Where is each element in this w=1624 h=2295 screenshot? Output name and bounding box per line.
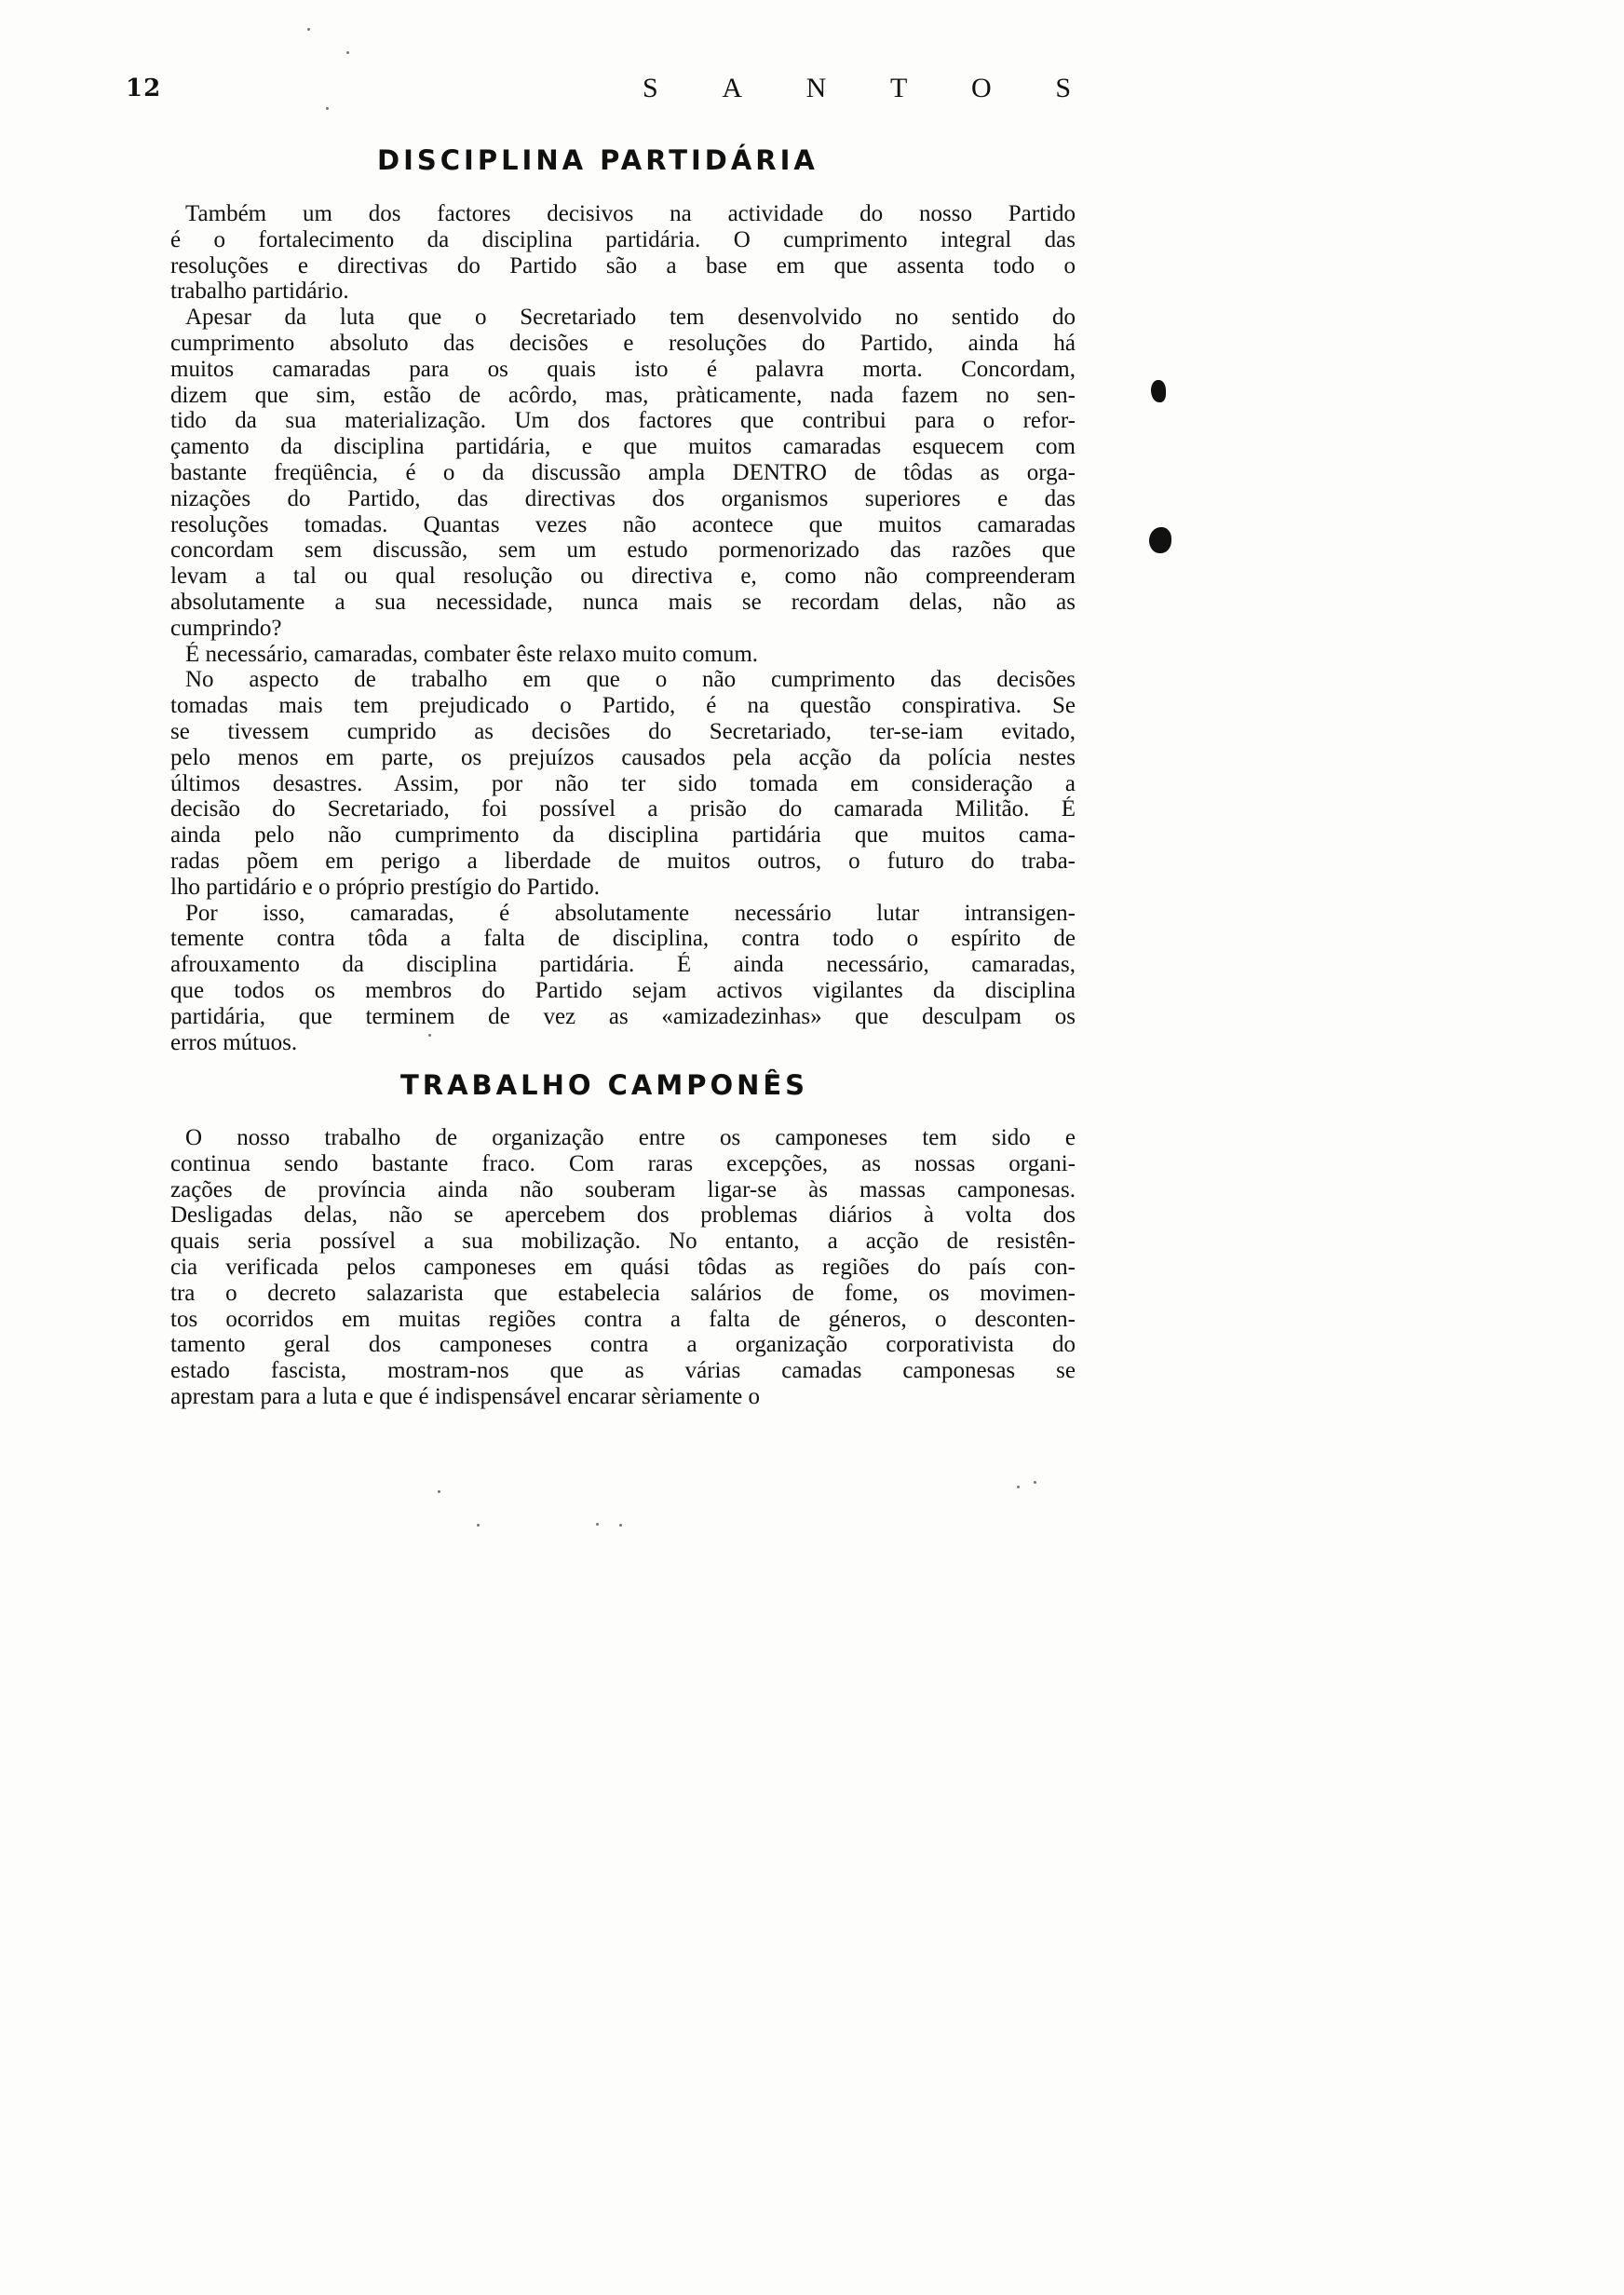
ink-blot (1149, 527, 1171, 553)
text-line: nizações do Partido, das directivas dos organismos superiores e das (170, 485, 1076, 511)
scan-speck (307, 28, 310, 31)
text-line: que todos os membros do Partido sejam activos vigilantes da disciplina (170, 977, 1076, 1003)
section-body (170, 1125, 1076, 1410)
text-line: partidária, que terminem de vez as «amizadezinhas» que desculpam os (170, 1003, 1076, 1029)
text-line: estado fascista, mostram-nos que as várias camadas camponesas se (170, 1358, 1076, 1384)
text-line: zações de província ainda não souberam ligar-se às massas camponesas. (170, 1176, 1076, 1202)
text-line: Desligadas delas, não se apercebem dos problemas diários à volta dos (170, 1202, 1076, 1229)
text-line: trabalho partidário. (170, 278, 349, 305)
scan-speck (1034, 1481, 1036, 1484)
running-head-letter: T (890, 73, 908, 103)
text-line: tos ocorridos em muitas regiões contra a falta de géneros, o desconten- (170, 1306, 1076, 1332)
text-line: resoluções e directivas do Partido são a base em que assenta todo o (170, 252, 1076, 278)
text-line: tra o decreto salazarista que estabelecia salários de fome, os movimen- (170, 1280, 1076, 1306)
text-line: çamento da disciplina partidária, e que muitos camaradas esquecem com (170, 434, 1076, 460)
text-line: Por isso, camaradas, é absolutamente necessário lutar intransigen- (185, 900, 1076, 926)
text-line: muitos camaradas para os quais isto é palavra morta. Concordam, (170, 356, 1076, 382)
text-line: levam a tal ou qual resolução ou directiva e, como não compreenderam (170, 564, 1076, 590)
text-line: afrouxamento da disciplina partidária. É ainda necessário, camaradas, (170, 952, 1076, 978)
text-line: resoluções tomadas. Quantas vezes não acontece que muitos camaradas (170, 511, 1076, 537)
text-line: lho partidário e o próprio prestígio do Partido. (170, 874, 601, 900)
text-line: tamento geral dos camponeses contra a organização corporativista do (170, 1332, 1076, 1358)
text-line: É necessário, camaradas, combater êste relaxo muito comum. (185, 641, 759, 667)
text-line: cia verificada pelos camponeses em quási tôdas as regiões do país con- (170, 1254, 1076, 1280)
text-line: aprestam para a luta e que é indispensável encarar sèriamente o (170, 1383, 761, 1409)
text-line: decisão do Secretariado, foi possível a prisão do camarada Militão. É (170, 796, 1076, 822)
text-line: dizem que sim, estão de acôrdo, mas, pràticamente, nada fazem no sen- (170, 382, 1076, 408)
scan-speck (346, 51, 349, 54)
text-line: temente contra tôda a falta de disciplina, contra todo o espírito de (170, 926, 1076, 952)
section-title: TRABALHO CAMPONÊS (400, 1069, 809, 1101)
text-line: Também um dos factores decisivos na actividade do nosso Partido (185, 201, 1076, 226)
text-line: erros mútuos. (170, 1029, 298, 1055)
running-head-letter: S (643, 73, 658, 103)
text-line: cumprindo? (170, 615, 282, 641)
text-line: se tivessem cumprido as decisões do Secretariado, ter-se-iam evitado, (170, 718, 1076, 744)
scan-speck (428, 1034, 431, 1037)
running-head-letter: S (1055, 73, 1071, 103)
scan-speck (619, 1524, 622, 1527)
text-line: ainda pelo não cumprimento da disciplina partidária que muitos cama- (170, 822, 1076, 849)
ink-blot (1151, 380, 1166, 402)
scan-speck (326, 107, 329, 110)
scan-speck (438, 1490, 440, 1493)
text-line: tomadas mais tem prejudicado o Partido, é na questão conspirativa. Se (170, 693, 1076, 719)
page-number: 12 (126, 75, 162, 102)
running-head-letter: O (970, 73, 992, 103)
text-line: é o fortalecimento da disciplina partidária. O cumprimento integral das (170, 226, 1076, 252)
text-line: continua sendo bastante fraco. Com raras excepções, as nossas organi- (170, 1150, 1076, 1176)
text-line: bastante freqüência, é o da discussão ampla DENTRO de tôdas as orga- (170, 459, 1076, 485)
scan-speck (596, 1523, 599, 1526)
section-body (170, 201, 1076, 1055)
text-line: Apesar da luta que o Secretariado tem desenvolvido no sentido do (185, 305, 1076, 331)
text-line: absolutamente a sua necessidade, nunca mais se recordam delas, não as (170, 589, 1076, 615)
text-line: concordam sem discussão, sem um estudo pormenorizado das razões que (170, 537, 1076, 564)
text-line: últimos desastres. Assim, por não ter sido tomada em consideração a (170, 770, 1076, 796)
section-title: DISCIPLINA PARTIDÁRIA (377, 144, 819, 176)
text-line: O nosso trabalho de organização entre os camponeses tem sido e (185, 1125, 1076, 1150)
running-head (643, 73, 1071, 104)
running-head-letter: A (722, 73, 743, 103)
running-head-letter: N (805, 73, 827, 103)
text-line: quais seria possível a sua mobilização. No entanto, a acção de resistên- (170, 1229, 1076, 1255)
scan-speck (1017, 1486, 1020, 1488)
text-line: cumprimento absoluto das decisões e resoluções do Partido, ainda há (170, 330, 1076, 356)
text-line: pelo menos em parte, os prejuízos causados pela acção da polícia nestes (170, 744, 1076, 770)
text-line: tido da sua materialização. Um dos factores que contribui para o refor- (170, 408, 1076, 434)
scan-speck (477, 1524, 480, 1527)
text-line: No aspecto de trabalho em que o não cumprimento das decisões (185, 667, 1076, 693)
text-line: radas põem em perigo a liberdade de muitos outros, o futuro do traba- (170, 848, 1076, 874)
